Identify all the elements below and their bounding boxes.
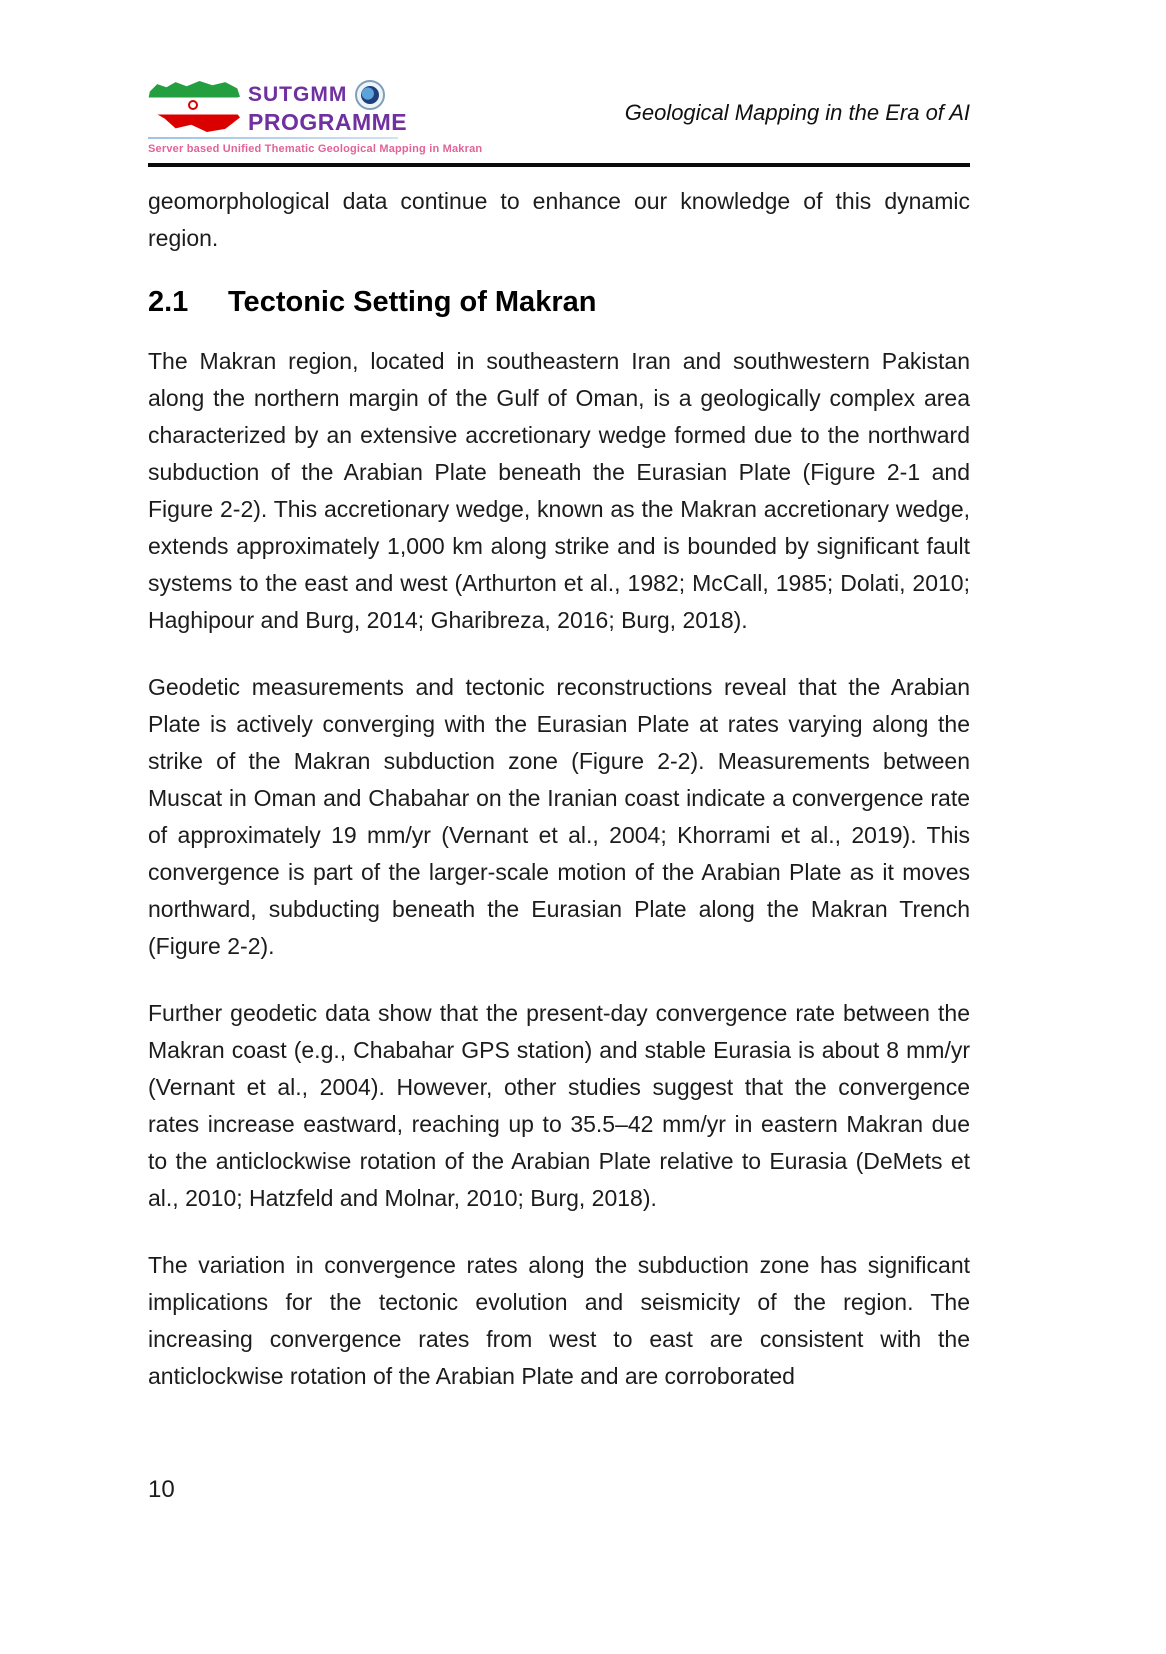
paragraph-4: The variation in convergence rates along the subduction zone has significant implications for the tectonic evolution and seismicity of the region. The increasing convergence rates from west to east are consistent with the anticlockwise rotation of the Arabian Plate and are corroborated [148, 1252, 970, 1390]
paragraph-3: Further geodetic data show that the present-day convergence rate between the Makran coast (e.g., Chabahar GPS station) and stable Eurasia is about 8 mm/yr (Vernant et al., 2004). However, other studies suggest that the convergence rates increase eastward, reaching up to 35.5–42 mm/yr in eastern Makran due to the anticlockwise rotation of the Arabian Plate relative to Eurasia (DeMets et al., 2010; Hatzfeld and Molnar, 2010; Burg, 2018). [148, 1000, 970, 1212]
seal-globe-icon [361, 86, 379, 104]
paragraph-1: The Makran region, located in southeastern Iran and southwestern Pakistan along the northern margin of the Gulf of Oman, is a geologically complex area characterized by an extensive accretionary wedge formed due to the northward subduction of the Arabian Plate beneath the Eurasian Plate (Figure 2-1 and Figure 2-2). This accretionary wedge, known as the Makran accretionary wedge, extends approximately 1,000 km along strike and is bounded by significant fault systems to the east and west (Arthurton et al., 1982; McCall, 1985; Dolati, 2010; Haghipour and Burg, 2014; Gharibreza, 2016; Burg, 2018). [148, 348, 970, 634]
section-title: Tectonic Setting of Makran [228, 286, 597, 319]
paragraph-2: Geodetic measurements and tectonic reconstructions reveal that the Arabian Plate is actively converging with the Eurasian Plate at rates varying along the strike of the Makran subduction zone (Figure 2-2). Measurements between Muscat in Oman and Chabahar on the Iranian coast indicate a convergence rate of approximately 19 mm/yr (Vernant et al., 2004; Khorrami et al., 2019). This convergence is part of the larger-scale motion of the Arabian Plate as it moves northward, subducting beneath the Eurasian Plate along the Makran Trench (Figure 2-2). [148, 674, 970, 960]
logo-title-line1: SUTGMM [248, 82, 348, 106]
header-rule [148, 163, 970, 167]
logo-wordmark [248, 80, 407, 134]
iran-map-icon [148, 80, 240, 132]
page-header [148, 80, 970, 155]
page-number: 10 [148, 1476, 175, 1503]
seal-icon [355, 80, 385, 110]
logo-tagline: Server based Unified Thematic Geological Mapping in Makran [148, 143, 483, 156]
sutgmm-logo [148, 80, 482, 155]
document-title: Geological Mapping in the Era of AI [624, 100, 970, 125]
logo-graphic-row [148, 80, 482, 134]
section-number: 2.1 [148, 286, 189, 319]
logo-title-line2: PROGRAMME [248, 109, 408, 135]
body-text [148, 183, 970, 1395]
logo-underline [148, 137, 398, 139]
iran-emblem-icon [188, 100, 198, 110]
paragraph-intro-fragment: geomorphological data continue to enhance our knowledge of this dynamic region. [148, 188, 970, 252]
section-heading [148, 283, 970, 321]
